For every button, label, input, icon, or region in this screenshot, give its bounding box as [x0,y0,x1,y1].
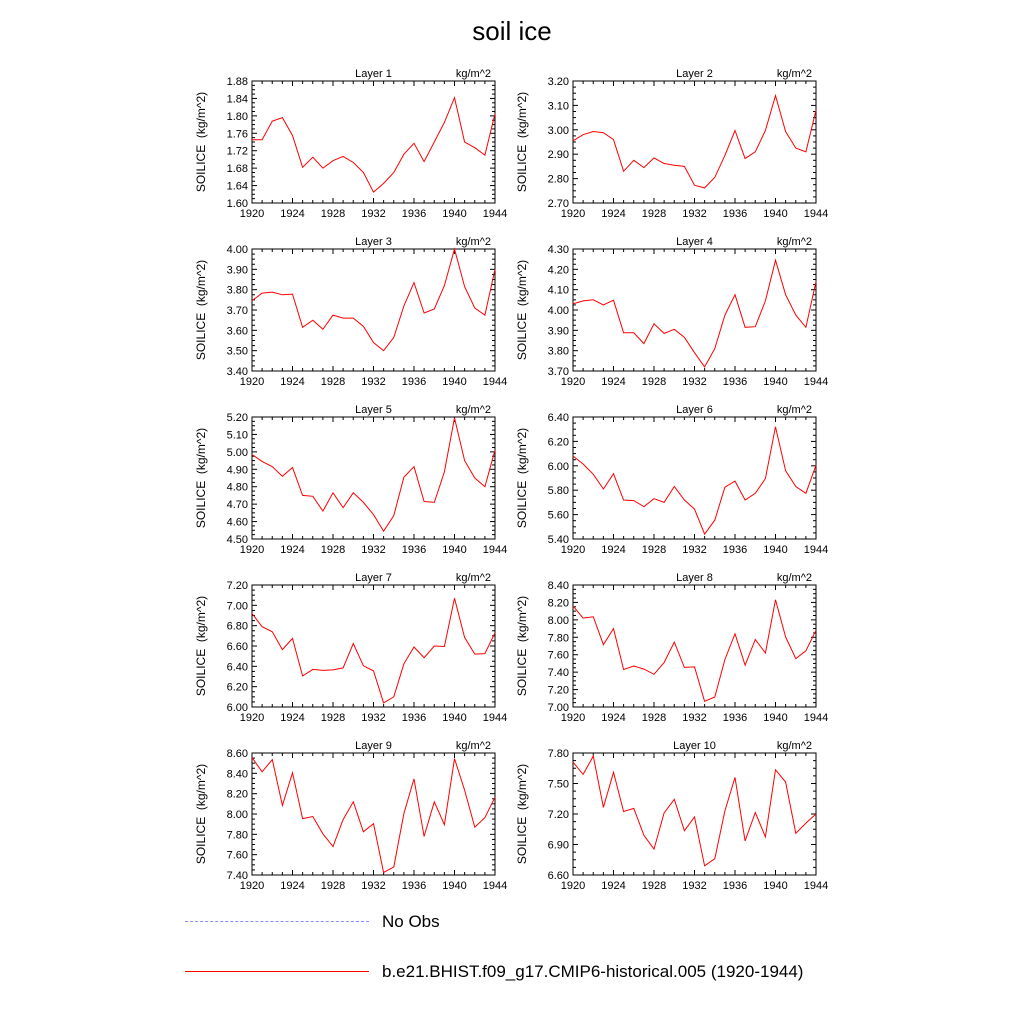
panel-6 [515,404,828,556]
panel-10 [515,740,828,892]
y-tick-label: 1.72 [226,145,248,158]
x-tick-label: 1928 [320,712,346,724]
x-tick-label: 1944 [803,712,829,724]
y-tick-label: 7.20 [547,809,569,821]
x-tick-label: 1920 [560,880,586,892]
x-tick-label: 1936 [401,712,427,724]
y-tick-label: 1.68 [226,163,248,176]
x-tick-label: 1932 [682,712,707,724]
series-line [252,418,495,531]
y-tick-label: 2.80 [547,173,569,186]
x-tick-label: 1924 [601,880,626,892]
x-tick-label: 1944 [803,544,829,556]
x-tick-label: 1924 [601,208,626,220]
x-tick-label: 1936 [722,376,748,388]
y-tick-label: 7.40 [547,667,569,680]
y-tick-label: 3.90 [547,325,569,338]
x-tick-label: 1932 [361,544,386,556]
x-tick-label: 1928 [320,376,346,388]
x-tick-label: 1928 [641,712,667,724]
y-tick-label: 4.00 [547,305,569,317]
y-tick-label: 8.60 [226,748,248,760]
x-tick-label: 1940 [763,376,788,388]
x-tick-label: 1944 [482,880,508,892]
series-line [573,756,816,866]
x-tick-label: 1920 [560,712,586,724]
panel-title: Layer 5 [355,404,392,416]
y-axis-label: SOILICE (kg/m^2) [194,259,208,361]
panel-4 [515,236,828,388]
y-tick-label: 3.50 [226,345,248,358]
y-tick-label: 3.70 [547,366,569,378]
y-tick-label: 8.20 [226,788,248,801]
x-tick-label: 1920 [239,544,265,556]
y-tick-label: 6.20 [547,436,569,449]
panel-title: Layer 10 [673,740,716,752]
y-tick-label: 3.00 [547,124,569,137]
panel-units: kg/m^2 [776,572,812,584]
panel-units: kg/m^2 [455,572,491,584]
panel-5 [194,404,507,556]
x-tick-label: 1928 [641,376,667,388]
y-tick-label: 6.90 [547,839,569,852]
x-tick-label: 1924 [280,376,305,388]
panel-units: kg/m^2 [776,236,812,248]
x-tick-label: 1940 [442,880,467,892]
y-axis-label: SOILICE (kg/m^2) [194,91,208,193]
panel-units: kg/m^2 [776,740,812,752]
series-line [573,260,816,367]
series-line [252,758,495,873]
x-tick-label: 1936 [722,712,748,724]
y-tick-label: 1.76 [226,128,248,141]
y-tick-label: 7.50 [547,778,569,791]
x-tick-label: 1944 [803,376,829,388]
y-tick-label: 4.60 [226,516,248,529]
x-tick-label: 1920 [239,208,265,220]
x-tick-label: 1940 [763,544,788,556]
x-tick-label: 1932 [682,208,707,220]
y-tick-label: 1.84 [226,93,248,106]
x-tick-label: 1932 [682,376,707,388]
x-tick-label: 1924 [280,880,305,892]
series-line [573,96,816,188]
y-axis-label: SOILICE (kg/m^2) [194,595,208,697]
panel-7 [194,572,507,724]
y-tick-label: 5.00 [226,446,248,459]
y-tick-label: 6.00 [547,460,569,473]
y-tick-label: 6.60 [547,870,569,882]
y-tick-label: 3.80 [226,284,248,297]
series-line [252,598,495,703]
y-tick-label: 7.20 [547,684,569,697]
y-tick-label: 8.20 [547,597,569,610]
x-tick-label: 1940 [763,208,788,220]
y-tick-label: 8.40 [226,768,248,781]
panel-1 [194,68,507,220]
y-axis-label: SOILICE (kg/m^2) [515,259,529,361]
y-tick-label: 5.60 [547,509,569,522]
x-tick-label: 1924 [601,712,626,724]
x-tick-label: 1932 [361,880,386,892]
y-tick-label: 7.80 [226,829,248,842]
panel-title: Layer 4 [676,236,713,248]
y-tick-label: 3.90 [226,264,248,277]
x-tick-label: 1924 [280,712,305,724]
y-tick-label: 5.80 [547,485,569,498]
y-tick-label: 3.80 [547,345,569,358]
y-tick-label: 2.70 [547,198,569,210]
x-tick-label: 1928 [320,880,346,892]
y-tick-label: 6.80 [226,620,248,633]
x-tick-label: 1920 [560,376,586,388]
x-tick-label: 1920 [239,712,265,724]
x-tick-label: 1924 [280,208,305,220]
y-tick-label: 8.00 [547,614,569,627]
x-tick-label: 1944 [803,880,829,892]
y-tick-label: 7.40 [226,870,248,882]
panel-8 [515,572,828,724]
x-tick-label: 1924 [280,544,305,556]
panel-title: Layer 1 [355,68,392,80]
panel-2 [515,68,828,220]
plot-frame [252,249,495,371]
y-tick-label: 4.20 [547,264,569,277]
x-tick-label: 1932 [361,376,386,388]
x-tick-label: 1928 [320,208,346,220]
series-line [252,98,495,193]
x-tick-label: 1940 [763,712,788,724]
y-tick-label: 5.20 [226,412,248,424]
x-tick-label: 1940 [442,208,467,220]
y-tick-label: 3.70 [226,305,248,317]
y-tick-label: 1.88 [226,76,248,88]
y-tick-label: 1.80 [226,110,248,123]
panel-3 [194,236,507,388]
x-tick-label: 1944 [803,208,829,220]
y-tick-label: 7.60 [226,849,248,862]
x-tick-label: 1928 [641,544,667,556]
panel-title: Layer 6 [676,404,713,416]
y-tick-label: 7.20 [226,580,248,592]
x-tick-label: 1944 [482,208,508,220]
y-tick-label: 5.10 [226,429,248,442]
panel-units: kg/m^2 [455,68,491,80]
panel-title: Layer 3 [355,236,392,248]
y-tick-label: 3.40 [226,366,248,378]
panel-units: kg/m^2 [776,68,812,80]
y-tick-label: 5.40 [547,534,569,546]
x-tick-label: 1940 [442,376,467,388]
plot-frame [573,585,816,707]
y-tick-label: 7.00 [226,600,248,613]
x-tick-label: 1928 [320,544,346,556]
plot-frame [573,417,816,539]
x-tick-label: 1920 [239,376,265,388]
x-tick-label: 1924 [601,544,626,556]
series-line [573,427,816,534]
x-tick-label: 1920 [239,880,265,892]
x-tick-label: 1924 [601,376,626,388]
x-tick-label: 1936 [722,544,748,556]
y-tick-label: 3.10 [547,100,569,113]
y-tick-label: 8.00 [226,809,248,821]
y-tick-label: 7.60 [547,649,569,662]
panel-units: kg/m^2 [455,404,491,416]
legend-swatch-solid [185,971,369,972]
y-tick-label: 1.64 [226,180,248,193]
panel-title: Layer 9 [355,740,392,752]
plot-frame [252,585,495,707]
y-axis-label: SOILICE (kg/m^2) [194,427,208,529]
x-tick-label: 1932 [361,208,386,220]
y-tick-label: 7.00 [547,702,569,714]
y-tick-label: 4.30 [547,244,569,256]
x-tick-label: 1920 [560,544,586,556]
panel-9 [194,740,507,892]
y-tick-label: 8.40 [547,580,569,592]
y-tick-label: 3.60 [226,325,248,338]
x-tick-label: 1932 [361,712,386,724]
x-tick-label: 1940 [442,544,467,556]
x-tick-label: 1936 [722,208,748,220]
y-tick-label: 6.60 [226,641,248,653]
x-tick-label: 1936 [401,376,427,388]
x-tick-label: 1932 [682,544,707,556]
y-tick-label: 4.50 [226,534,248,546]
legend-label: b.e21.BHIST.f09_g17.CMIP6-historical.005 (1920-1944) [382,962,804,981]
series-line [252,249,495,351]
x-tick-label: 1936 [722,880,748,892]
series-line [573,600,816,702]
y-tick-label: 2.90 [547,149,569,162]
x-tick-label: 1944 [482,544,508,556]
y-tick-label: 6.20 [226,681,248,694]
y-tick-label: 6.40 [547,412,569,424]
y-tick-label: 4.70 [226,499,248,512]
x-tick-label: 1920 [560,208,586,220]
y-tick-label: 6.00 [226,702,248,714]
y-tick-label: 7.80 [547,748,569,760]
panel-units: kg/m^2 [455,236,491,248]
x-tick-label: 1944 [482,712,508,724]
x-tick-label: 1940 [763,880,788,892]
y-tick-label: 1.60 [226,198,248,210]
y-tick-label: 4.10 [547,284,569,297]
panel-title: Layer 2 [676,68,713,80]
x-tick-label: 1928 [641,208,667,220]
panel-title: Layer 8 [676,572,713,584]
x-tick-label: 1932 [682,880,707,892]
x-tick-label: 1928 [641,880,667,892]
y-axis-label: SOILICE (kg/m^2) [515,427,529,529]
legend-swatch-dashed [185,921,369,922]
x-tick-label: 1936 [401,880,427,892]
x-tick-label: 1936 [401,208,427,220]
y-tick-label: 6.40 [226,661,248,674]
y-tick-label: 4.00 [226,244,248,256]
y-tick-label: 4.80 [226,481,248,494]
legend-label: No Obs [382,912,440,931]
y-axis-label: SOILICE (kg/m^2) [194,763,208,865]
y-axis-label: SOILICE (kg/m^2) [515,91,529,193]
x-tick-label: 1936 [401,544,427,556]
y-axis-label: SOILICE (kg/m^2) [515,595,529,697]
y-tick-label: 4.90 [226,464,248,477]
panel-units: kg/m^2 [455,740,491,752]
plot-frame [252,81,495,203]
panel-title: Layer 7 [355,572,392,584]
x-tick-label: 1940 [442,712,467,724]
figure-title: soil ice [472,16,552,46]
y-tick-label: 7.80 [547,632,569,645]
panel-units: kg/m^2 [776,404,812,416]
y-axis-label: SOILICE (kg/m^2) [515,763,529,865]
y-tick-label: 3.20 [547,76,569,88]
x-tick-label: 1944 [482,376,508,388]
plot-frame [573,753,816,875]
